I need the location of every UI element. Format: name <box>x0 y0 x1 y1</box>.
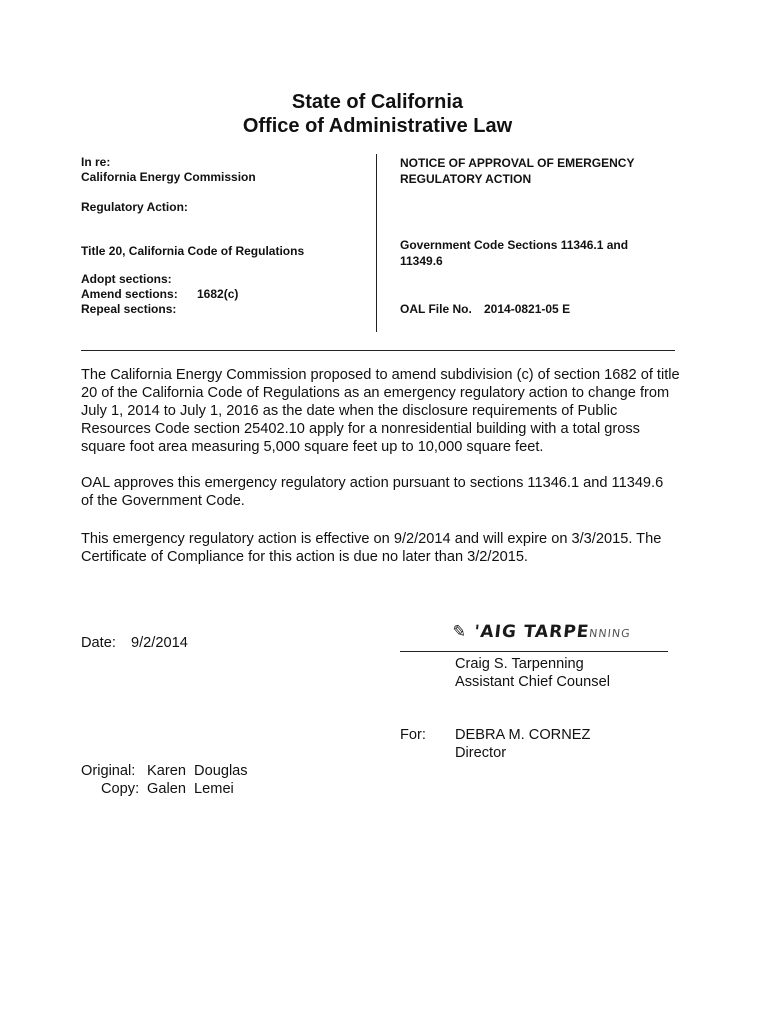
copy-label: Copy: <box>101 781 140 797</box>
gov-code-line2: 11349.6 <box>400 254 443 268</box>
oal-file-label: OAL File No. <box>400 302 472 316</box>
header-separator <box>81 350 675 351</box>
oal-file-number: 2014-0821-05 E <box>484 302 571 316</box>
original-name: Karen Douglas <box>147 763 248 779</box>
title-reference: Title 20, California Code of Regulations <box>81 244 305 258</box>
signature-main: ✎ 'AIG TARPE <box>450 622 591 642</box>
date-label: Date: <box>81 635 116 651</box>
for-label: For: <box>400 727 426 743</box>
document-subtitle: Office of Administrative Law <box>242 115 513 137</box>
signature-line <box>400 651 668 652</box>
repeal-sections-label: Repeal sections: <box>81 302 177 316</box>
amend-sections-value: 1682(c) <box>197 287 239 301</box>
adopt-sections-label: Adopt sections: <box>81 272 172 286</box>
copy-name: Galen Lemei <box>147 781 234 797</box>
document-title: State of California <box>291 91 464 113</box>
notice-title-line2: REGULATORY ACTION <box>400 172 532 186</box>
regulatory-action-label: Regulatory Action: <box>81 200 188 214</box>
director-title: Director <box>455 745 507 761</box>
date-value: 9/2/2014 <box>131 635 188 651</box>
agency-name: California Energy Commission <box>81 170 256 184</box>
in-re-label: In re: <box>81 155 111 169</box>
column-divider <box>376 154 377 332</box>
signer-name: Craig S. Tarpenning <box>455 656 584 672</box>
amend-sections-label: Amend sections: <box>81 287 178 301</box>
director-name: DEBRA M. CORNEZ <box>455 727 591 743</box>
notice-title-line1: NOTICE OF APPROVAL OF EMERGENCY <box>400 156 635 170</box>
gov-code-line1: Government Code Sections 11346.1 and <box>400 238 629 252</box>
body-paragraph-3: This emergency regulatory action is effective on 9/2/2014 and will expire on 3/3/2015. The Certificate of Compliance for this action is due no later than 3/2/2015. <box>81 531 662 565</box>
body-paragraph-1: The California Energy Commission proposed to amend subdivision (c) of section 1682 of title 20 of the California Code of Regulations as an emergency regulatory action to change from July 1, 2014 to July 1, 2016 as the date when the disclosure requirements of Public Resources Code section 25402.10 apply for a nonresidential building with a total gross square foot area measuring 5,000 square feet up to 10,000 square feet. <box>81 367 680 455</box>
signer-title: Assistant Chief Counsel <box>455 674 610 690</box>
signature-faint: NNING <box>588 627 632 640</box>
signature <box>451 622 632 642</box>
original-label: Original: <box>81 763 136 779</box>
body-paragraph-2: OAL approves this emergency regulatory action pursuant to sections 11346.1 and 11349.6 of the Government Code. <box>81 475 664 509</box>
